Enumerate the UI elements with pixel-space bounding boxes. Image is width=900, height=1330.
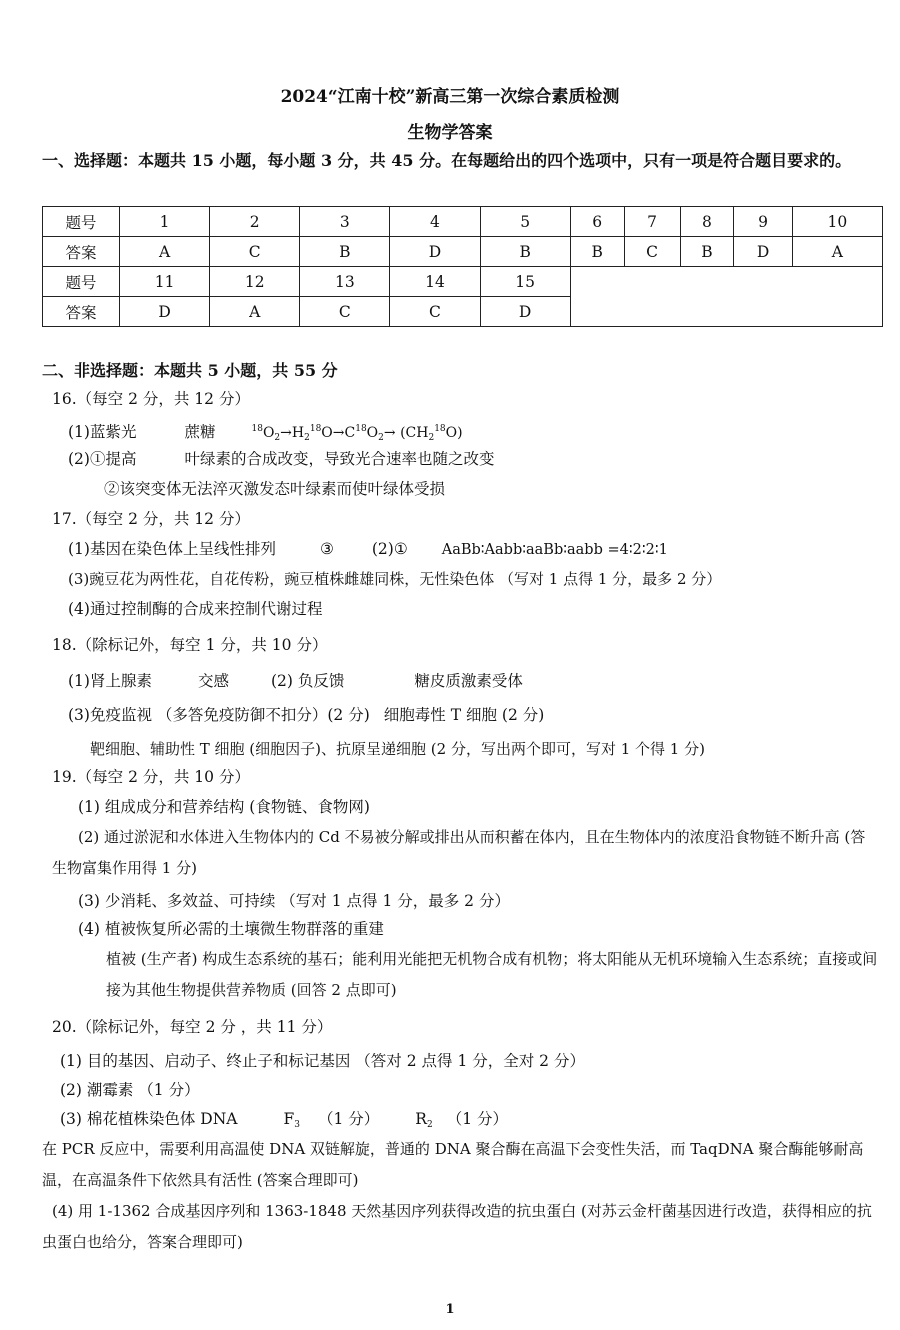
q16-heading: 16.（每空 2 分，共 12 分） (52, 390, 250, 408)
table-cell: C (300, 297, 390, 327)
table-cell: 3 (300, 207, 390, 237)
q20-line4: 在 PCR 反应中，需要利用高温使 DNA 双链解旋，普通的 DNA 聚合酶在高温下会变性失活，而 TaqDNA 聚合酶能够耐高温，在高温条件下依然具有活性 (答案合理即可) (42, 1140, 864, 1189)
table-cell: C (390, 297, 480, 327)
table-cell: 13 (300, 267, 390, 297)
q17-line3: (4)通过控制酶的合成来控制代谢过程 (68, 600, 323, 618)
table-cell: C (210, 237, 300, 267)
q17-heading: 17.（每空 2 分，共 12 分） (52, 510, 250, 528)
row-label: 题号 (43, 267, 120, 297)
table-cell: 4 (390, 207, 480, 237)
answer-text: 交感 (197, 672, 229, 690)
table-cell: 2 (210, 207, 300, 237)
q20-line2: (2) 潮霉素 （1 分） (60, 1081, 200, 1099)
table-row (43, 207, 883, 237)
answer-text: (2)①提高 (68, 450, 137, 468)
q18-line3: 靶细胞、辅助性 T 细胞 (细胞因子)、抗原呈递细胞 (2 分，写出两个即可，写对 1 个得 1 分) (90, 740, 705, 758)
q19-heading: 19.（每空 2 分，共 10 分） (52, 768, 250, 786)
q17-line1 (68, 538, 668, 561)
page-number: 1 (445, 1302, 455, 1317)
section1-heading: 一、选择题：本题共 15 小题，每小题 3 分，共 45 分。在每题给出的四个选项中，只有一项是符合题目要求的。 (42, 151, 852, 170)
q19-line3: (3) 少消耗、多效益、可持续 （写对 1 点得 1 分，最多 2 分） (78, 892, 510, 910)
q18-line1 (68, 670, 523, 692)
answer-text: （1 分） (446, 1110, 508, 1128)
table-cell: 11 (120, 267, 210, 297)
q19-line5: 植被 (生产者) 构成生态系统的基石；能利用光能把无机物合成有机物；将太阳能从无机环境输入生态系统；直接或间接为其他生物提供营养物质 (回答 2 点即可) (106, 950, 878, 999)
answer-text: 蔗糖 (184, 423, 216, 441)
q20-heading: 20.（除标记外，每空 2 分 ，共 11 分） (52, 1018, 333, 1036)
table-cell: D (390, 237, 480, 267)
answer-text: AaBb∶Aabb∶aaBb∶aabb =4∶2∶2∶1 (441, 542, 668, 558)
answer-text: (3)免疫监视 （多答免疫防御不扣分）(2 分) (68, 706, 370, 724)
q20-line3 (60, 1108, 508, 1136)
answer-text: 糖皮质激素受体 (414, 672, 523, 690)
table-cell: 1 (120, 207, 210, 237)
table-cell: 12 (210, 267, 300, 297)
q20-line5: (4) 用 1-1362 合成基因序列和 1363-1848 天然基因序列获得改造的抗虫蛋白 (对苏云金杆菌基因进行改造，获得相应的抗虫蛋白也给分，答案合理即可) (42, 1202, 872, 1251)
document-subtitle: 生物学答案 (407, 123, 493, 143)
answer-text: (1)肾上腺素 (68, 672, 152, 690)
row-label: 答案 (43, 297, 120, 327)
answer-text: (1)蓝紫光 (68, 423, 137, 441)
oxygen-flow-equation: $^{18}O_2\to H_2^{18}O\to C^{18}O_2\to (CH_2^{18}O)$ (251, 424, 463, 443)
primer-f3: $F_3$ (283, 1110, 300, 1130)
answer-text: (2)① (371, 540, 408, 558)
table-cell: B (300, 237, 390, 267)
table-row (43, 267, 883, 297)
q20-line1: (1) 目的基因、启动子、终止子和标记基因 （答对 2 点得 1 分，全对 2 分） (60, 1052, 585, 1070)
row-label: 答案 (43, 237, 120, 267)
table-cell: 5 (480, 207, 570, 237)
document-title: 2024“江南十校”新高三第一次综合素质检测 (280, 87, 620, 107)
table-cell: 6 (570, 207, 624, 237)
answer-text: （1 分） (318, 1110, 380, 1128)
answer-text: (2) 负反馈 (270, 672, 345, 690)
q16-line2 (68, 448, 494, 470)
q19-line4: (4) 植被恢复所必需的土壤微生物群落的重建 (78, 920, 384, 938)
table-cell: 10 (792, 207, 882, 237)
q16-line3: ②该突变体无法淬灭激发态叶绿素而使叶绿体受损 (104, 480, 446, 498)
answer-text: (3) 棉花植株染色体 DNA (60, 1110, 238, 1128)
empty-cell (570, 267, 882, 327)
q17-line2: (3)豌豆花为两性花，自花传粉，豌豆植株雌雄同株，无性染色体 （写对 1 点得 1 分，最多 2 分） (68, 570, 722, 588)
answer-text: 细胞毒性 T 细胞 (2 分) (383, 706, 545, 724)
primer-r2: $R_2$ (415, 1110, 433, 1130)
table-cell: A (792, 237, 882, 267)
table-cell: B (680, 237, 734, 267)
q19-line1: (1) 组成成分和营养结构 (食物链、食物网) (78, 798, 370, 816)
table-cell: 14 (390, 267, 480, 297)
table-cell: B (480, 237, 570, 267)
table-cell: D (734, 237, 792, 267)
q18-line2 (68, 704, 544, 726)
table-cell: D (120, 297, 210, 327)
section2-heading: 二、非选择题：本题共 5 小题，共 55 分 (42, 361, 338, 380)
q19-line2: (2) 通过淤泥和水体进入生物体内的 Cd 不易被分解或排出从而积蓄在体内，且在生物体内的浓度沿食物链不断升高 (答生物富集作用得 1 分) (52, 828, 866, 877)
table-row (43, 237, 883, 267)
table-cell: C (624, 237, 680, 267)
answer-text: 叶绿素的合成改变，导致光合速率也随之改变 (184, 450, 495, 468)
table-cell: 15 (480, 267, 570, 297)
table-cell: D (480, 297, 570, 327)
table-cell: 8 (680, 207, 734, 237)
answer-text: ③ (319, 540, 334, 558)
answer-text: (1)基因在染色体上呈线性排列 (68, 540, 276, 558)
table-cell: 9 (734, 207, 792, 237)
row-label: 题号 (43, 207, 120, 237)
answer-table (42, 206, 883, 327)
table-cell: 7 (624, 207, 680, 237)
table-cell: B (570, 237, 624, 267)
table-cell: A (210, 297, 300, 327)
q18-heading: 18.（除标记外，每空 1 分，共 10 分） (52, 636, 328, 654)
table-cell: A (120, 237, 210, 267)
q16-line1 (68, 418, 463, 449)
